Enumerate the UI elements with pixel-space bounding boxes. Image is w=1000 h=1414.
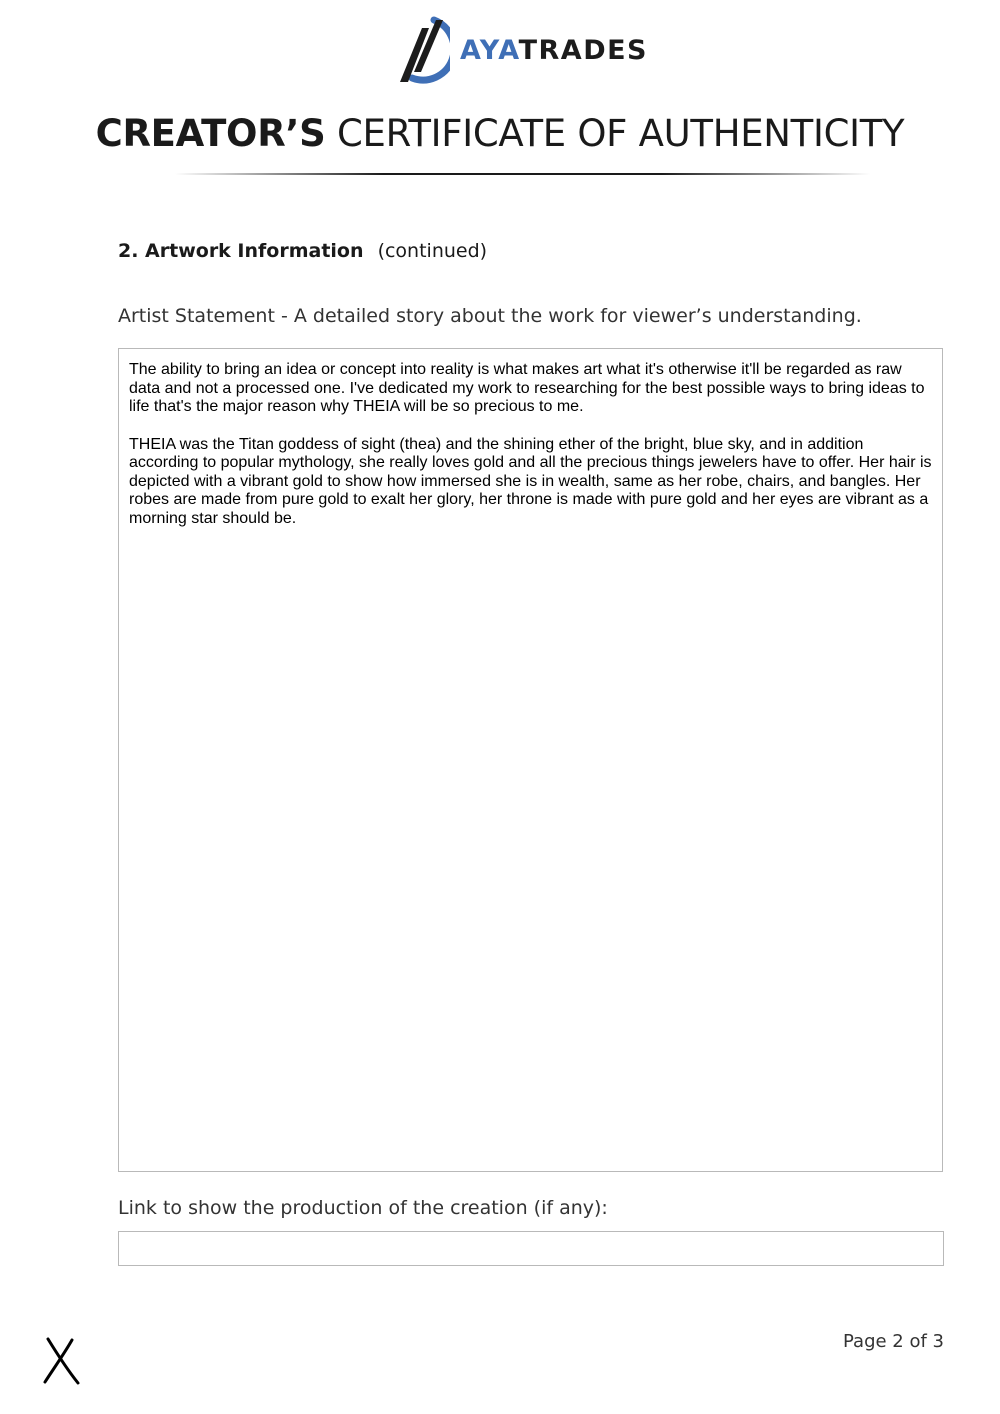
statement-paragraph-1: The ability to bring an idea or concept into reality is what makes art what it's otherwise it'll be regarded as raw data and not a processed one. I've dedicated my work to researching for the best possible ways to bring ideas to life that's the major reason why THEIA will be so precious to me. <box>129 361 925 415</box>
brand-logo <box>396 16 648 84</box>
signature-mark <box>42 1336 84 1386</box>
production-link-field[interactable] <box>118 1231 944 1266</box>
document-title <box>0 112 1000 155</box>
document-title-rest: CERTIFICATE OF AUTHENTICITY <box>336 112 905 155</box>
title-divider <box>175 173 870 175</box>
brand-wordmark <box>460 34 648 66</box>
ayatrades-logo-icon <box>396 16 450 84</box>
section-title: 2. Artwork Information <box>118 240 364 262</box>
section-heading <box>118 240 487 262</box>
section-continued: (continued) <box>377 240 488 262</box>
production-link-label: Link to show the production of the creation (if any): <box>118 1197 608 1219</box>
statement-paragraph-2: THEIA was the Titan goddess of sight (thea) and the shining ether of the bright, blue sky, and in addition according to popular mythology, she really loves gold and all the precious things jewelers have to offer. Her hair is depicted with a vibrant gold to show how immersed she is in wealth, same as her robe, chairs, and bangles. Her robes are made from pure gold to exalt her glory, her throne is made with pure gold and her eyes are vibrant as a morning star should be. <box>129 435 932 527</box>
brand-wordmark-trades: TRADES <box>518 34 648 66</box>
page-number: Page 2 of 3 <box>843 1331 944 1352</box>
artist-statement-field[interactable] <box>118 348 943 1172</box>
artist-statement-label: Artist Statement - A detailed story about the work for viewer’s understanding. <box>118 305 862 327</box>
brand-wordmark-aya: AYA <box>460 34 519 66</box>
document-title-bold: CREATOR’S <box>95 112 326 155</box>
